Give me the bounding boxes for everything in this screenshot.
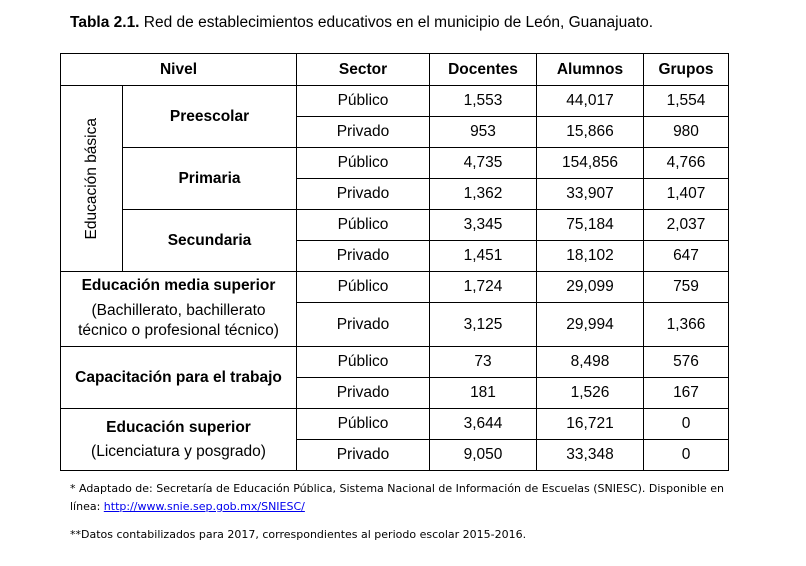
docentes-cell: 181 [430, 378, 537, 409]
source-link[interactable]: http://www.snie.sep.gob.mx/SNIESC/ [103, 500, 305, 513]
media-superior-sub: (Bachillerato, bachillerato técnico o profesional técnico) [78, 302, 279, 339]
table-row [61, 272, 729, 303]
alumnos-cell: 154,856 [537, 148, 644, 179]
docentes-cell: 3,644 [430, 409, 537, 440]
superior-sub: (Licenciatura y posgrado) [91, 442, 266, 460]
alumnos-cell: 44,017 [537, 86, 644, 117]
basica-group-cell [61, 86, 123, 272]
data-note: **Datos contabilizados para 2017, correspondientes al periodo escolar 2015-2016. [70, 528, 527, 541]
alumnos-cell: 18,102 [537, 241, 644, 272]
alumnos-cell: 29,994 [537, 303, 644, 347]
grupos-cell: 167 [644, 378, 729, 409]
header-grupos: Grupos [644, 54, 729, 86]
grupos-cell: 0 [644, 440, 729, 471]
grupos-cell: 647 [644, 241, 729, 272]
alumnos-cell: 33,907 [537, 179, 644, 210]
sector-cell: Público [297, 210, 430, 241]
grupos-cell: 2,037 [644, 210, 729, 241]
docentes-cell: 1,451 [430, 241, 537, 272]
docentes-cell: 1,724 [430, 272, 537, 303]
basica-label: Educación básica [82, 117, 100, 240]
table-row [61, 409, 729, 440]
grupos-cell: 1,554 [644, 86, 729, 117]
level-capacitacion: Capacitación para el trabajo [61, 347, 297, 409]
grupos-cell: 576 [644, 347, 729, 378]
docentes-cell: 73 [430, 347, 537, 378]
grupos-cell: 1,366 [644, 303, 729, 347]
alumnos-cell: 15,866 [537, 117, 644, 148]
docentes-cell: 3,345 [430, 210, 537, 241]
superior-title: Educación superior [106, 418, 251, 436]
sector-cell: Privado [297, 241, 430, 272]
docentes-cell: 3,125 [430, 303, 537, 347]
header-row [61, 54, 729, 86]
sector-cell: Público [297, 409, 430, 440]
sector-cell: Privado [297, 378, 430, 409]
table-caption [70, 14, 653, 32]
docentes-cell: 953 [430, 117, 537, 148]
alumnos-cell: 33,348 [537, 440, 644, 471]
level-superior [61, 409, 297, 471]
caption-label: Tabla 2.1. [70, 14, 140, 31]
grupos-cell: 980 [644, 117, 729, 148]
level-preescolar: Preescolar [123, 86, 297, 148]
header-nivel: Nivel [61, 54, 297, 86]
education-table [60, 53, 729, 471]
grupos-cell: 1,407 [644, 179, 729, 210]
alumnos-cell: 75,184 [537, 210, 644, 241]
sector-cell: Público [297, 86, 430, 117]
sector-cell: Público [297, 148, 430, 179]
caption-text: Red de establecimientos educativos en el municipio de León, Guanajuato. [139, 14, 654, 31]
header-docentes: Docentes [430, 54, 537, 86]
table-row [61, 210, 729, 241]
sector-cell: Privado [297, 179, 430, 210]
docentes-cell: 1,362 [430, 179, 537, 210]
table-row [61, 347, 729, 378]
source-note-text: * Adaptado de: Secretaría de Educación Pública, Sistema Nacional de Información de Escuelas (SNIESC). Disponible en línea: [70, 482, 724, 513]
alumnos-cell: 1,526 [537, 378, 644, 409]
sector-cell: Privado [297, 440, 430, 471]
sector-cell: Privado [297, 117, 430, 148]
table-row [61, 148, 729, 179]
header-sector: Sector [297, 54, 430, 86]
alumnos-cell: 29,099 [537, 272, 644, 303]
sector-cell: Público [297, 272, 430, 303]
level-media-superior [61, 272, 297, 347]
header-alumnos: Alumnos [537, 54, 644, 86]
sector-cell: Público [297, 347, 430, 378]
grupos-cell: 759 [644, 272, 729, 303]
sector-cell: Privado [297, 303, 430, 347]
level-secundaria: Secundaria [123, 210, 297, 272]
table-row [61, 86, 729, 117]
alumnos-cell: 8,498 [537, 347, 644, 378]
docentes-cell: 1,553 [430, 86, 537, 117]
alumnos-cell: 16,721 [537, 409, 644, 440]
grupos-cell: 4,766 [644, 148, 729, 179]
media-superior-title: Educación media superior [81, 277, 276, 294]
grupos-cell: 0 [644, 409, 729, 440]
source-note [70, 480, 730, 516]
level-primaria: Primaria [123, 148, 297, 210]
docentes-cell: 9,050 [430, 440, 537, 471]
docentes-cell: 4,735 [430, 148, 537, 179]
